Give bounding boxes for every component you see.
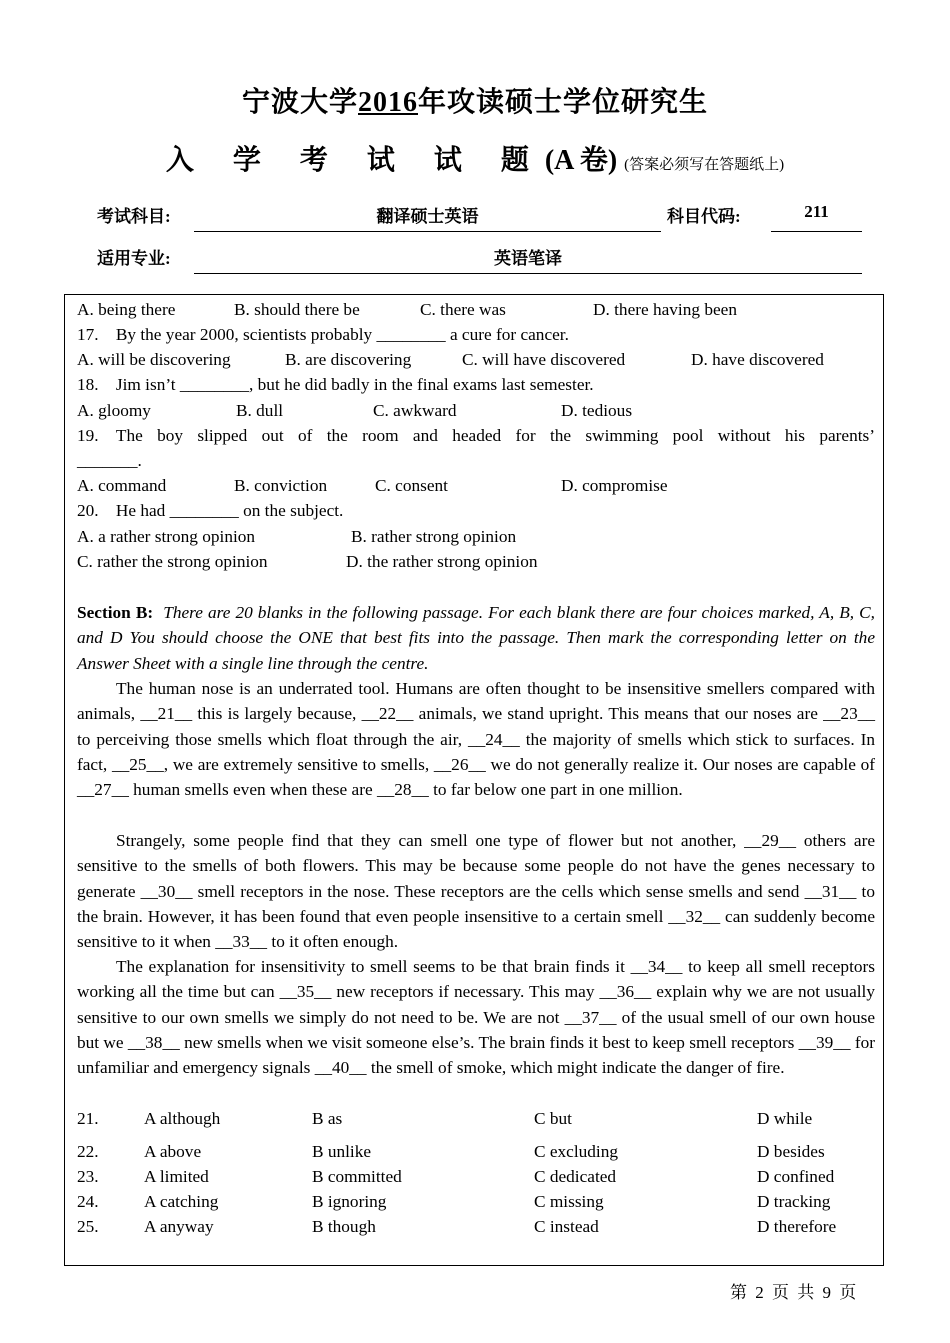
q19-options [77, 473, 875, 498]
q20-option-b: B. rather strong opinion [351, 527, 517, 546]
choice-row [77, 1139, 875, 1164]
q16-option-c: C. there was [420, 300, 506, 319]
subtitle-text: 入 学 考 试 试 题 [165, 145, 545, 176]
major-underline [194, 273, 862, 274]
choice-row [77, 1106, 875, 1131]
q20-options-row2 [77, 549, 875, 574]
passage-paragraph-1: The human nose is an underrated tool. Humans are often thought to be insensitive smellers compared with animals, __21__ this is largely because, __22__ animals, we stand upright. This means that our noses are __23__ to perceiving those smells which float through the air, __24__ the majority of smells which stick to surfaces. In fact, __25__, we are extremely sensitive to smells, __26__ we do not generally realize it. Our noses are capable of __27__ human smells even when these are __28__ to far below one part in one million. [77, 679, 875, 800]
choice-b: B ignoring [312, 1192, 387, 1211]
q19-option-c: C. consent [375, 476, 448, 495]
choice-d: D tracking [757, 1192, 831, 1211]
choice-c: C instead [534, 1217, 599, 1236]
code-value: 211 [804, 202, 829, 221]
major-label: 适用专业: [97, 249, 171, 268]
choice-a: A anyway [144, 1217, 214, 1236]
q18-stem [77, 372, 875, 397]
major-value: 英语笔译 [494, 249, 562, 268]
q20-text: 20. He had ________ on the subject. [77, 501, 344, 520]
choice-b: B committed [312, 1167, 402, 1186]
title-program: 年攻读硕士学位研究生 [418, 87, 709, 118]
passage-paragraph-3: The explanation for insensitivity to smell seems to be that brain finds it __34__ to keep all smell receptors working all the time but can __35__ new receptors if necessary. This may __36__ explain why we are not usually sensitive to our own smells we simply do not need to be. We are not __37__ of the usual smell of our own house but we __38__ new smells when we visit someone else’s. The brain finds it best to keep smell receptors __39__ for unfamiliar and emergency signals __40__ the smell of smoke, which might indicate the danger of fire. [77, 957, 875, 1078]
q19-stem-line1: 19. The boy slipped out of the room and headed for the swimming pool without his parents’ [77, 426, 875, 445]
q16-option-a: A. being there [77, 300, 176, 319]
choice-d: D besides [757, 1142, 825, 1161]
q18-text: 18. Jim isn’t ________, but he did badly in the final exams last semester. [77, 375, 594, 394]
choice-number: 22. [77, 1142, 99, 1161]
choice-row [77, 1214, 875, 1239]
q18-options [77, 398, 875, 423]
q20-option-d: D. the rather strong opinion [346, 552, 538, 571]
subject-underline [194, 231, 661, 232]
q20-options-row1 [77, 524, 875, 549]
choice-c: C excluding [534, 1142, 618, 1161]
paper-version: (A 卷) [544, 145, 618, 176]
choice-c: C but [534, 1109, 572, 1128]
q18-option-c: C. awkward [373, 401, 457, 420]
q19-option-b: B. conviction [234, 476, 328, 495]
choice-c: C missing [534, 1192, 604, 1211]
q19-option-a: A. command [77, 476, 167, 495]
q17-option-c: C. will have discovered [462, 350, 626, 369]
section-b-header [77, 600, 875, 676]
title-year: 2016 [358, 87, 418, 118]
q18-option-a: A. gloomy [77, 401, 151, 420]
q17-stem [77, 322, 875, 347]
q17-option-d: D. have discovered [691, 350, 824, 369]
q18-option-b: B. dull [236, 401, 284, 420]
section-b-instructions: There are 20 blanks in the following passage. For each blank there are four choices marked, A, B, C, and D You should choose the ONE that best fits into the passage. Then mark the corresponding letter on the Answer Sheet with a single line through the centre. [77, 603, 875, 673]
subject-value: 翻译硕士英语 [376, 207, 479, 226]
q17-option-a: A. will be discovering [77, 350, 231, 369]
choice-number: 25. [77, 1217, 99, 1236]
choice-d: D while [757, 1109, 813, 1128]
choice-a: A limited [144, 1167, 209, 1186]
subject-label: 考试科目: [97, 207, 171, 226]
q16-option-d: D. there having been [593, 300, 737, 319]
q19-option-d: D. compromise [561, 476, 668, 495]
choice-d: D confined [757, 1167, 835, 1186]
choice-row [77, 1189, 875, 1214]
choice-d: D therefore [757, 1217, 837, 1236]
choice-b: B as [312, 1109, 343, 1128]
code-underline [771, 231, 862, 232]
q16-options [77, 297, 875, 322]
choice-row [77, 1164, 875, 1189]
q17-option-b: B. are discovering [285, 350, 412, 369]
choice-a: A above [144, 1142, 202, 1161]
q20-option-a: A. a rather strong opinion [77, 527, 256, 546]
choice-c: C dedicated [534, 1167, 617, 1186]
q17-text: 17. By the year 2000, scientists probably ________ a cure for cancer. [77, 325, 569, 344]
passage-paragraph-2: Strangely, some people find that they can smell one type of flower but not another, __29__ others are sensitive to the smells of both flowers. This may be because some people do not have the genes necessary to generate __30__ smell receptors in the nose. These receptors are the cells which sense smells and send __31__ to the brain. However, it has been found that even people insensitive to a certain smell __32__ can suddenly become sensitive to it when __33__ to it often enough. [77, 831, 875, 952]
q20-option-c: C. rather the strong opinion [77, 552, 268, 571]
choice-number: 23. [77, 1167, 99, 1186]
q18-option-d: D. tedious [561, 401, 633, 420]
section-b-label: Section B: [77, 603, 154, 622]
exam-title [0, 80, 950, 120]
exam-subtitle [0, 138, 950, 178]
choice-b: B unlike [312, 1142, 372, 1161]
q19-stem-line2 [77, 448, 875, 473]
code-label: 科目代码: [667, 207, 741, 226]
q16-option-b: B. should there be [234, 300, 360, 319]
choice-number: 21. [77, 1109, 99, 1128]
answer-note: (答案必须写在答题纸上) [624, 157, 785, 173]
choice-a: A although [144, 1109, 221, 1128]
page-number: 第 2 页 共 9 页 [730, 1283, 859, 1302]
q20-stem [77, 498, 875, 523]
q17-options [77, 347, 875, 372]
choice-a: A catching [144, 1192, 219, 1211]
q19-blank: _______. [77, 451, 142, 470]
choice-number: 24. [77, 1192, 99, 1211]
title-university: 宁波大学 [241, 87, 358, 118]
choice-b: B though [312, 1217, 376, 1236]
